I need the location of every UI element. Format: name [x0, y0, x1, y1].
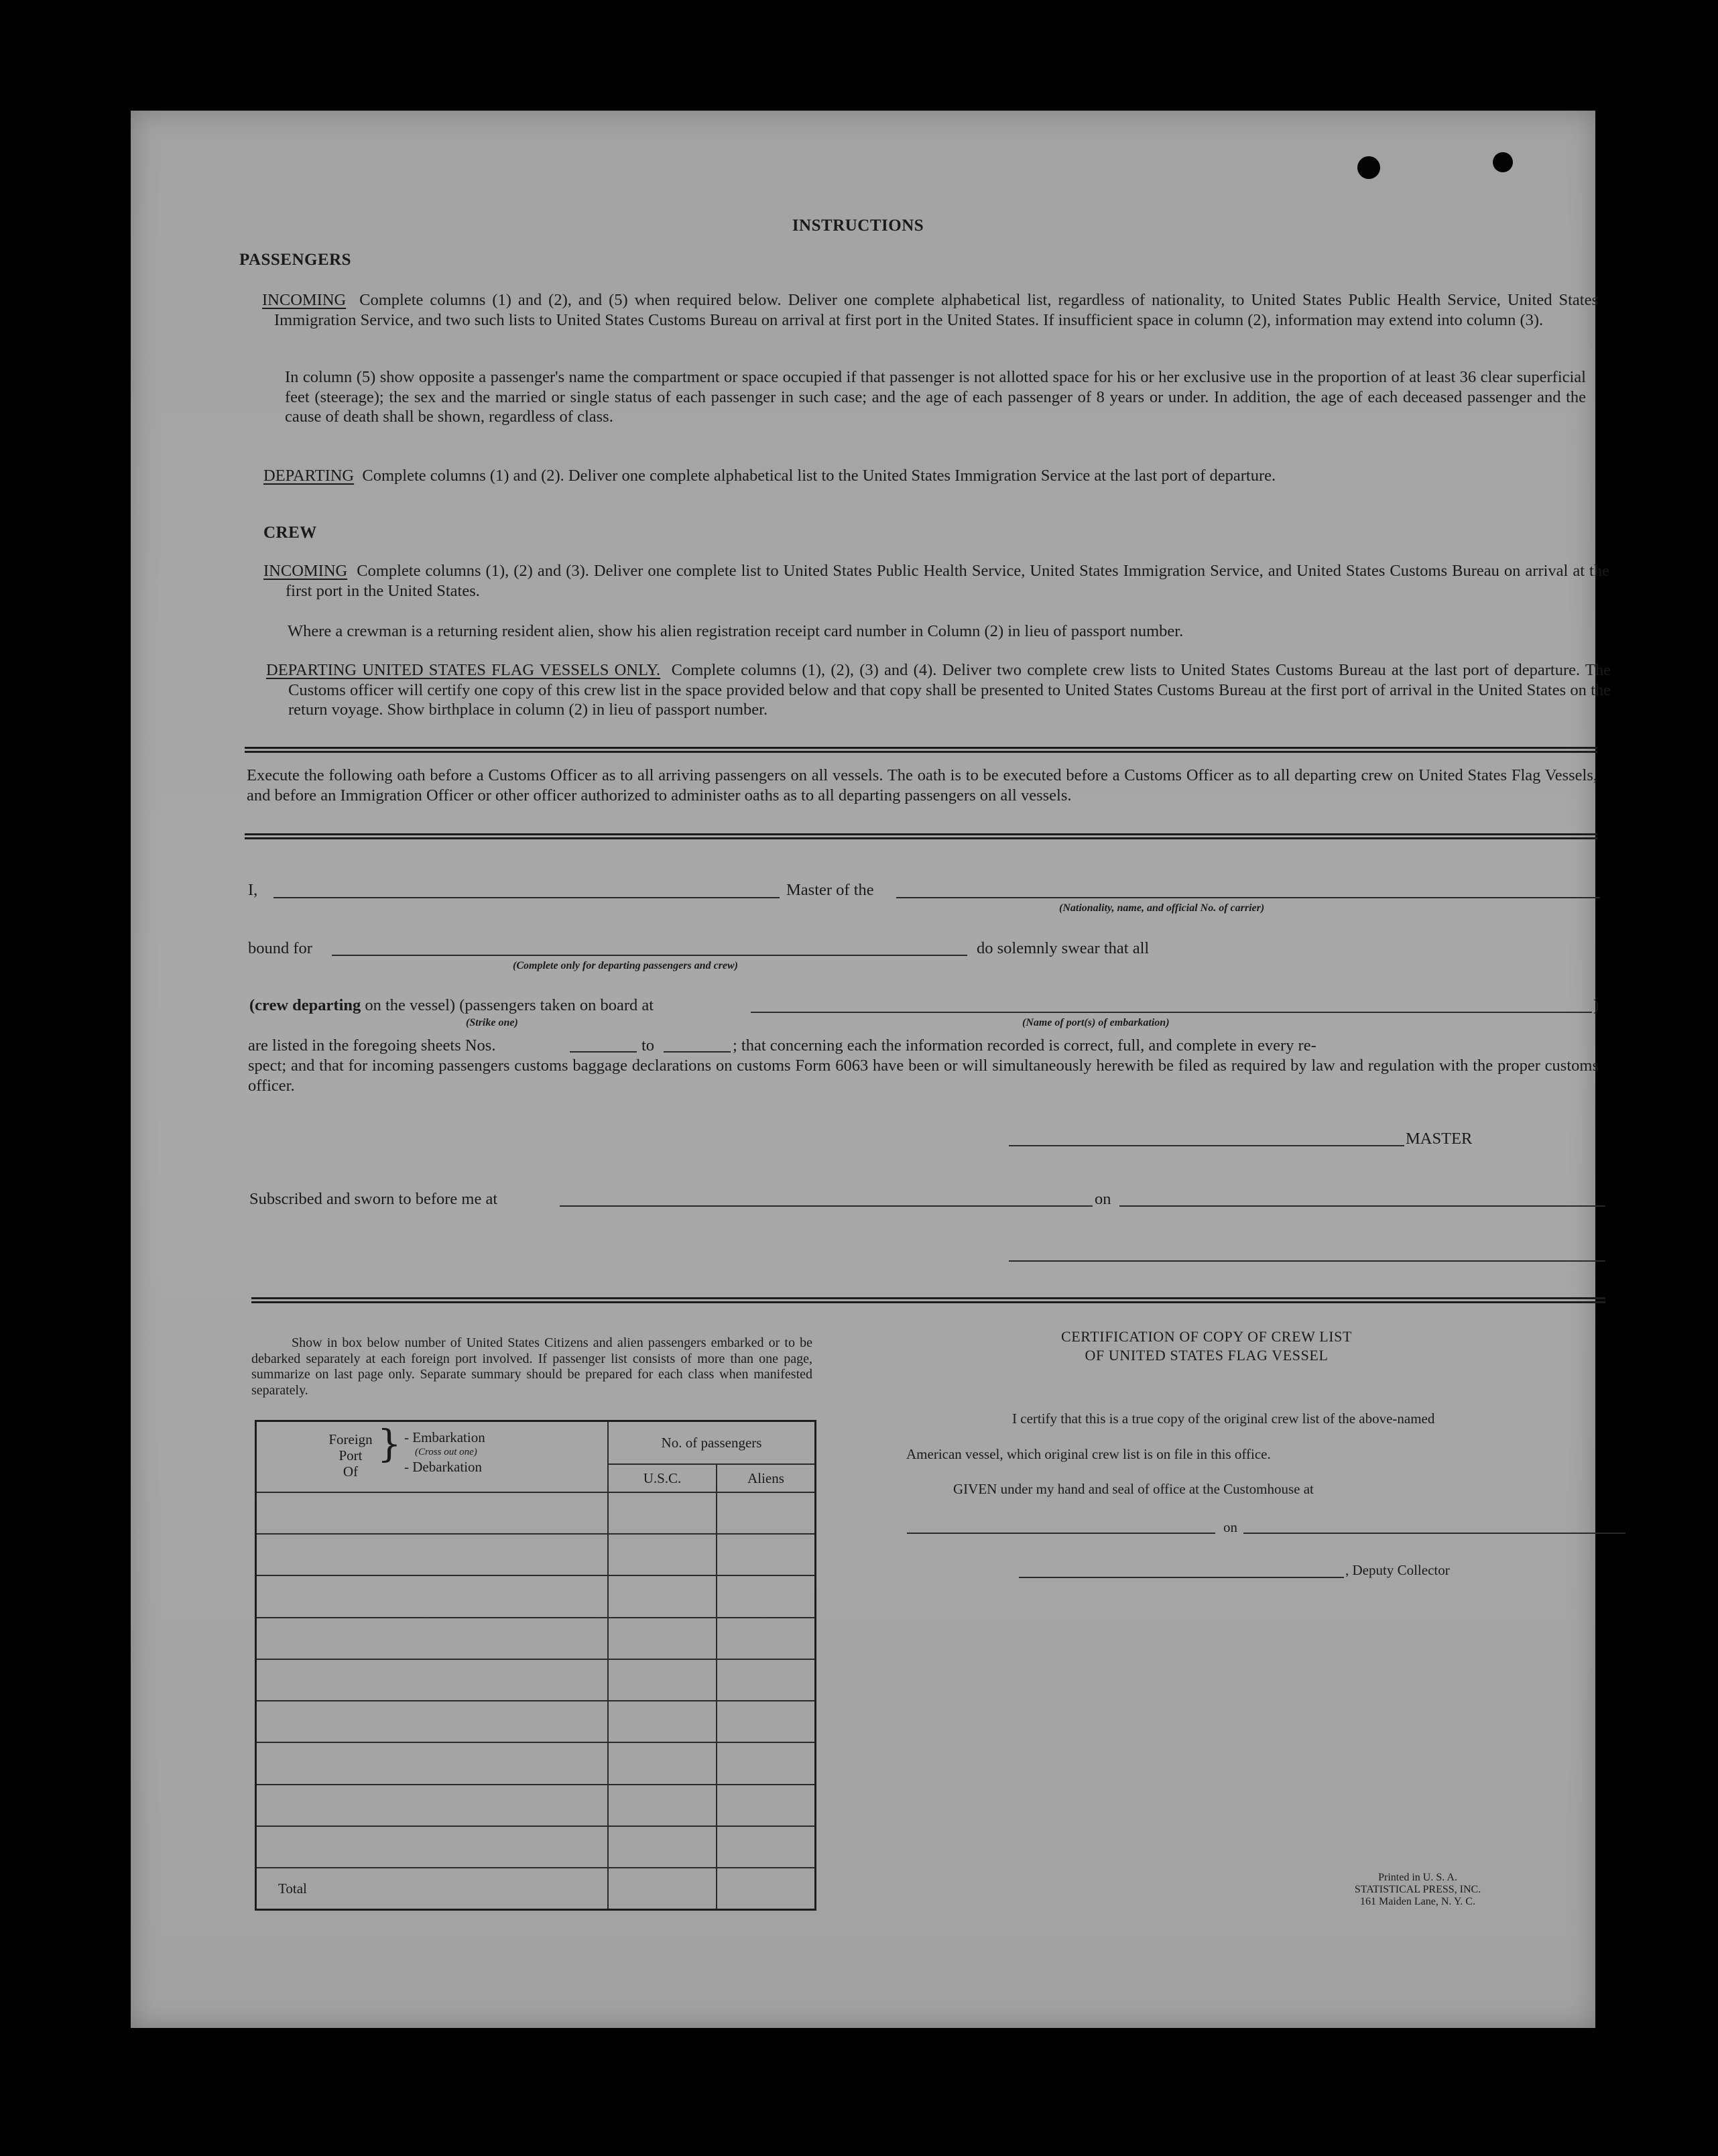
crew-departing-label: DEPARTING UNITED STATES FLAG VESSELS ONLY. — [266, 661, 661, 679]
certification-line-3: GIVEN under my hand and seal of office at the Customhouse at — [953, 1481, 1314, 1497]
port-cell[interactable] — [256, 1534, 609, 1575]
port-cell[interactable] — [256, 1785, 609, 1826]
usc-cell[interactable] — [608, 1659, 717, 1701]
summary-row — [256, 1575, 816, 1617]
sworn-on-label: on — [1095, 1190, 1111, 1208]
brace-icon: } — [377, 1423, 402, 1467]
deputy-signature-field[interactable] — [1019, 1577, 1344, 1578]
subscribed-label: Subscribed and sworn to before me at — [249, 1190, 498, 1208]
master-of-the-label: Master of the — [786, 881, 874, 899]
summary-row — [256, 1659, 816, 1701]
crew-departing-paragraph — [266, 660, 1611, 720]
certification-on-label: on — [1223, 1519, 1237, 1535]
sheet-to-field[interactable] — [664, 1051, 731, 1053]
certification-title-line-2: OF UNITED STATES FLAG VESSEL — [1085, 1347, 1329, 1364]
carrier-hint: (Nationality, name, and official No. of carrier) — [1059, 902, 1265, 914]
embarkation-option[interactable]: - Embarkation — [404, 1429, 485, 1446]
passengers-incoming-paragraph — [262, 290, 1598, 330]
usc-cell[interactable] — [608, 1742, 717, 1784]
printer-line-1: Printed in U. S. A. — [1378, 1872, 1457, 1883]
punch-hole — [1493, 152, 1513, 172]
oath-i-label: I, — [248, 881, 258, 899]
on-vessel-text: on the vessel) — [365, 996, 456, 1014]
deputy-collector-label: , Deputy Collector — [1345, 1562, 1450, 1578]
listed-text-c: spect; and that for incoming passengers customs baggage declarations on customs Form 6063 have been or will simultaneously herewith be filed as required by law and regulation with the proper customs officer. — [248, 1057, 1599, 1095]
crew-passenger-line — [249, 996, 654, 1016]
strike-one-hint: (Strike one) — [466, 1017, 518, 1028]
certification-title-line-1: CERTIFICATION OF COPY OF CREW LIST — [1060, 1328, 1353, 1345]
aliens-cell[interactable] — [717, 1575, 816, 1617]
aliens-header: Aliens — [717, 1464, 816, 1492]
port-cell[interactable] — [256, 1492, 609, 1534]
of-label: Of — [343, 1463, 359, 1480]
divider-double — [245, 747, 1597, 753]
aliens-cell[interactable] — [717, 1534, 816, 1575]
summary-row — [256, 1826, 816, 1868]
usc-cell[interactable] — [608, 1826, 717, 1868]
usc-cell[interactable] — [608, 1492, 717, 1534]
crew-departing-option[interactable]: (crew departing — [249, 996, 361, 1014]
certification-date-field[interactable] — [1243, 1533, 1625, 1534]
usc-header: U.S.C. — [608, 1464, 717, 1492]
port-cell[interactable] — [256, 1575, 609, 1617]
instructions-title: INSTRUCTIONS — [792, 217, 924, 235]
listed-to-text: to — [641, 1036, 655, 1055]
officer-signature-field[interactable] — [1009, 1260, 1605, 1262]
aliens-cell[interactable] — [717, 1742, 816, 1784]
certification-line-1: I certify that this is a true copy of the original crew list of the above-named — [1012, 1411, 1435, 1427]
bound-for-hint: (Complete only for departing passengers and crew) — [513, 960, 738, 971]
debarkation-option[interactable]: - Debarkation — [404, 1459, 483, 1476]
swear-text: do solemnly swear that all — [977, 939, 1150, 957]
port-header-cell — [256, 1421, 609, 1492]
usc-cell[interactable] — [608, 1785, 717, 1826]
passengers-taken-option[interactable]: (passengers taken on board at — [459, 996, 654, 1014]
total-label: Total — [256, 1868, 609, 1909]
oath-notice: Execute the following oath before a Customs Officer as to all arriving passengers on all vessels. The oath is to be executed before a Customs Officer as to all departing crew on United States Flag Vessels, and before an Immigration Officer or other officer authorized to administer oaths as to all departing passengers on all vessels. — [247, 766, 1597, 804]
usc-cell[interactable] — [608, 1618, 717, 1659]
port-cell[interactable] — [256, 1826, 609, 1868]
bound-for-label: bound for — [248, 939, 312, 957]
printer-line-3: 161 Maiden Lane, N. Y. C. — [1360, 1896, 1475, 1907]
sworn-date-field[interactable] — [1119, 1205, 1605, 1207]
usc-cell[interactable] — [608, 1701, 717, 1742]
embarkation-port-field[interactable] — [751, 1012, 1592, 1013]
usc-cell[interactable] — [608, 1575, 717, 1617]
passenger-summary-table — [255, 1420, 816, 1911]
summary-row — [256, 1701, 816, 1742]
aliens-cell[interactable] — [717, 1492, 816, 1534]
listed-text-a: are listed in the foregoing sheets Nos. — [248, 1036, 496, 1055]
total-row — [256, 1868, 816, 1909]
usc-cell[interactable] — [608, 1534, 717, 1575]
port-cell[interactable] — [256, 1701, 609, 1742]
punch-hole — [1357, 156, 1380, 179]
aliens-cell[interactable] — [717, 1659, 816, 1701]
summary-row — [256, 1785, 816, 1826]
aliens-cell[interactable] — [717, 1618, 816, 1659]
summary-row — [256, 1618, 816, 1659]
master-signature-field[interactable] — [1009, 1145, 1404, 1146]
sheet-from-field[interactable] — [570, 1051, 637, 1053]
customhouse-field[interactable] — [907, 1533, 1215, 1534]
passengers-incoming-label: INCOMING — [262, 291, 347, 309]
certification-line-2: American vessel, which original crew list is on file in this office. — [906, 1446, 1271, 1462]
passengers-departing-label: DEPARTING — [263, 467, 355, 485]
crew-resident-paragraph: Where a crewman is a returning resident alien, show his alien registration receipt card number in Column (2) in lieu of passport number. — [288, 622, 1184, 640]
crew-incoming-label: INCOMING — [263, 562, 348, 580]
port-cell[interactable] — [256, 1659, 609, 1701]
crew-heading: CREW — [263, 524, 317, 542]
passengers-column5-paragraph: In column (5) show opposite a passenger's name the compartment or space occupied if that passenger is not allotted space for his or her exclusive use in the proportion of at least 36 clear superficial feet (steerage); the sex and the married or single status of each passenger in such case; and the age of each passenger of 8 years or under. In addition, the age of each deceased passenger and the cause of death shall be shown, regardless of class. — [285, 368, 1586, 426]
aliens-cell[interactable] — [717, 1826, 816, 1868]
port-cell[interactable] — [256, 1742, 609, 1784]
close-paren: ) — [1593, 996, 1599, 1014]
aliens-total-cell[interactable] — [717, 1868, 816, 1909]
crew-departing-text: Complete columns (1), (2), (3) and (4). Deliver two complete crew lists to United States Customs Bureau at the last port of departure. The Customs officer will certify one copy of this crew list in the space provided below and that copy shall be presented to United States Customs Bureau at the first port of arrival in the United States on the return voyage. Show birthplace in column (2) in lieu of passport number. — [288, 661, 1611, 719]
aliens-cell[interactable] — [717, 1701, 816, 1742]
sworn-place-field[interactable] — [560, 1205, 1093, 1207]
passengers-heading: PASSENGERS — [239, 251, 352, 269]
port-label: Port — [339, 1447, 363, 1464]
summary-instructions: Show in box below number of United States Citizens and alien passengers embarked or to be debarked separately at each foreign port involved. If passenger list consists of more than one page, summarize on last page only. Separate summary should be prepared for each class when manifested separately. — [251, 1335, 812, 1398]
passengers-incoming-text: Complete columns (1) and (2), and (5) when required below. Deliver one complete alphabetical list, regardless of nationality, to United States Public Health Service, United States Immigration Service, and two such lists to United States Customs Bureau on arrival at first port in the United States. If insufficient space in column (2), information may extend into column (3). — [274, 291, 1598, 329]
aliens-cell[interactable] — [717, 1785, 816, 1826]
master-name-field[interactable] — [273, 897, 780, 898]
divider-double — [245, 833, 1597, 839]
crew-incoming-text: Complete columns (1), (2) and (3). Deliver one complete list to United States Public Health Service, United States Immigration Service, and United States Customs Bureau on arrival at the first port in the United States. — [286, 562, 1609, 600]
summary-row — [256, 1534, 816, 1575]
usc-total-cell[interactable] — [608, 1868, 717, 1909]
passengers-departing-paragraph — [263, 466, 1606, 486]
master-label: MASTER — [1406, 1130, 1473, 1148]
cross-out-hint: (Cross out one) — [415, 1447, 477, 1458]
certification-title — [959, 1327, 1455, 1365]
summary-row — [256, 1742, 816, 1784]
crew-incoming-paragraph — [263, 561, 1609, 601]
document-page — [131, 111, 1611, 2028]
divider-double — [251, 1297, 1605, 1303]
port-cell[interactable] — [256, 1618, 609, 1659]
summary-row — [256, 1492, 816, 1534]
printer-imprint — [1277, 1872, 1558, 1908]
listed-text-b: ; that concerning each the information recorded is correct, full, and complete in every re- — [733, 1036, 1316, 1055]
printer-line-2: STATISTICAL PRESS, INC. — [1354, 1884, 1481, 1895]
ports-hint: (Name of port(s) of embarkation) — [1022, 1017, 1170, 1028]
passengers-departing-text: Complete columns (1) and (2). Deliver one complete alphabetical list to the United States Immigration Service at the last port of departure. — [362, 467, 1276, 485]
foreign-label: Foreign — [328, 1431, 373, 1448]
no-passengers-header: No. of passengers — [608, 1421, 816, 1465]
